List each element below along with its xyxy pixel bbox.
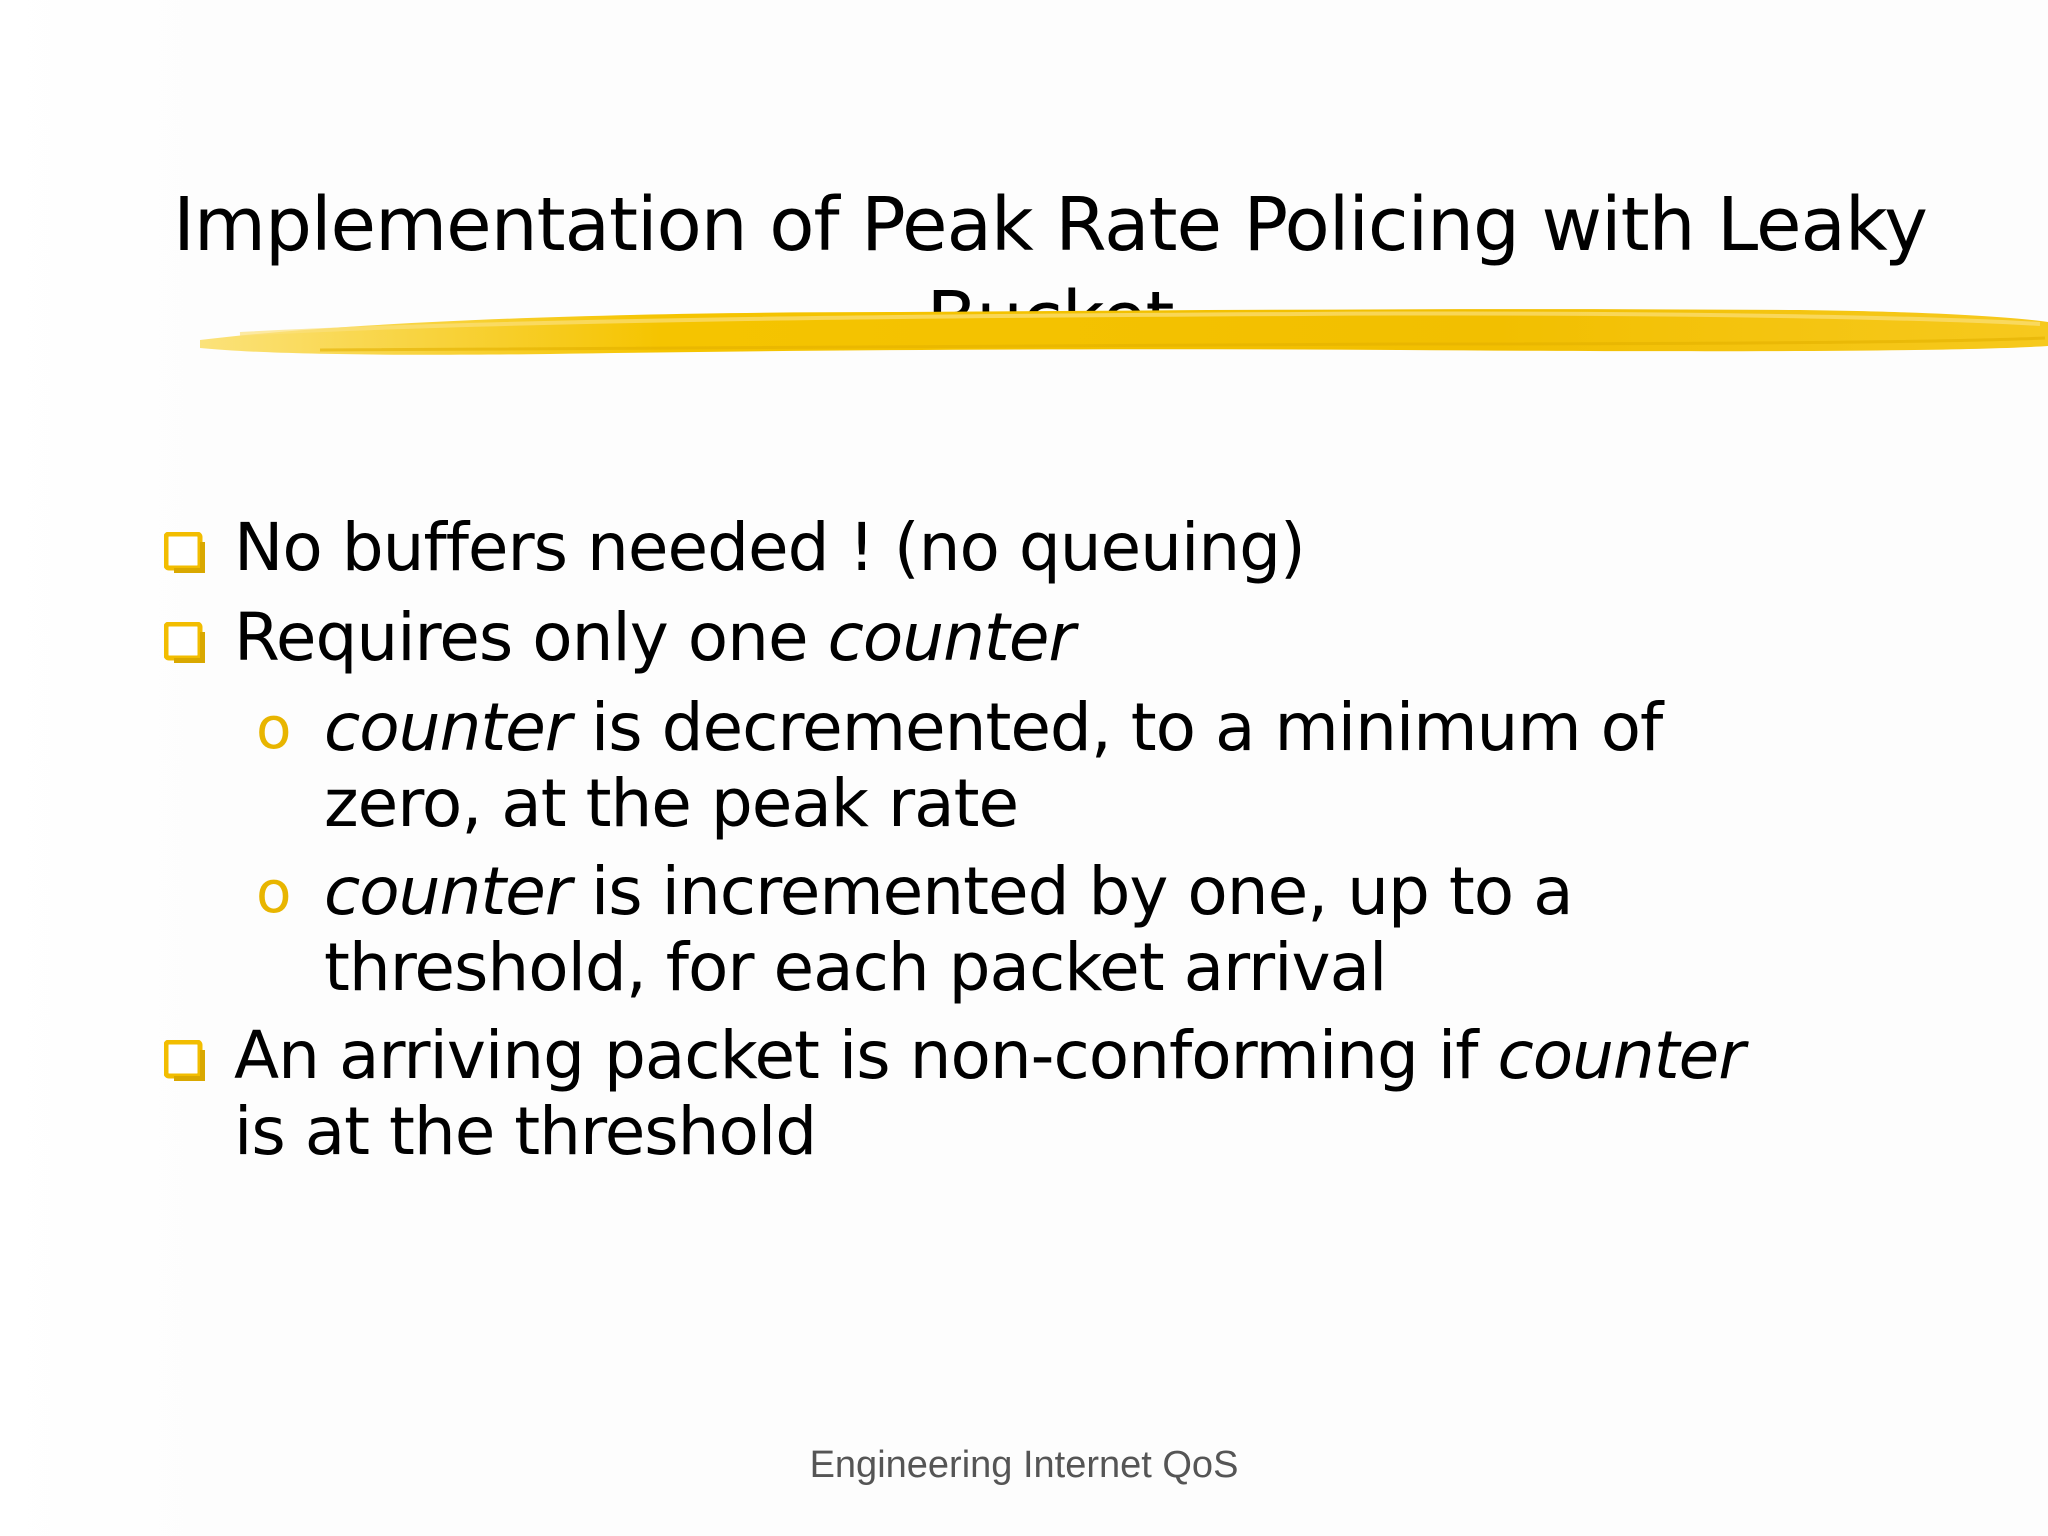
counter-term: counter xyxy=(1497,1017,1745,1094)
slide-title: Implementation of Peak Rate Policing with Leaky xyxy=(173,181,1927,268)
bullet-item xyxy=(160,510,1305,586)
sub-bullet-marker: o xyxy=(256,858,291,926)
sub-bullet-marker: o xyxy=(256,694,291,762)
counter-term: counter xyxy=(324,853,571,930)
bullet-text: Requires only one counter xyxy=(234,599,1075,676)
sub-bullet-item xyxy=(256,854,1816,1006)
sub-bullet-text: counter is incremented by one, up to a threshold, for each packet arrival xyxy=(324,853,1573,1006)
bullet-item xyxy=(160,600,1075,676)
sub-bullet-item xyxy=(256,690,1816,842)
sub-bullet-text: counter is decremented, to a minimum of zero, at the peak rate xyxy=(324,689,1663,842)
title-highlight-stroke xyxy=(200,300,2048,370)
slide-footer: Engineering Internet QoS xyxy=(809,1444,1239,1486)
square-bullet-icon xyxy=(164,1040,206,1082)
square-bullet-icon xyxy=(164,622,206,664)
bullet-text: No buffers needed ! (no queuing) xyxy=(234,509,1305,586)
bullet-text: An arriving packet is non-conforming if counter is at the threshold xyxy=(234,1017,1745,1170)
counter-term: counter xyxy=(324,689,571,766)
bullet-item xyxy=(160,1018,1810,1170)
counter-term: counter xyxy=(827,599,1075,676)
square-bullet-icon xyxy=(164,532,206,574)
